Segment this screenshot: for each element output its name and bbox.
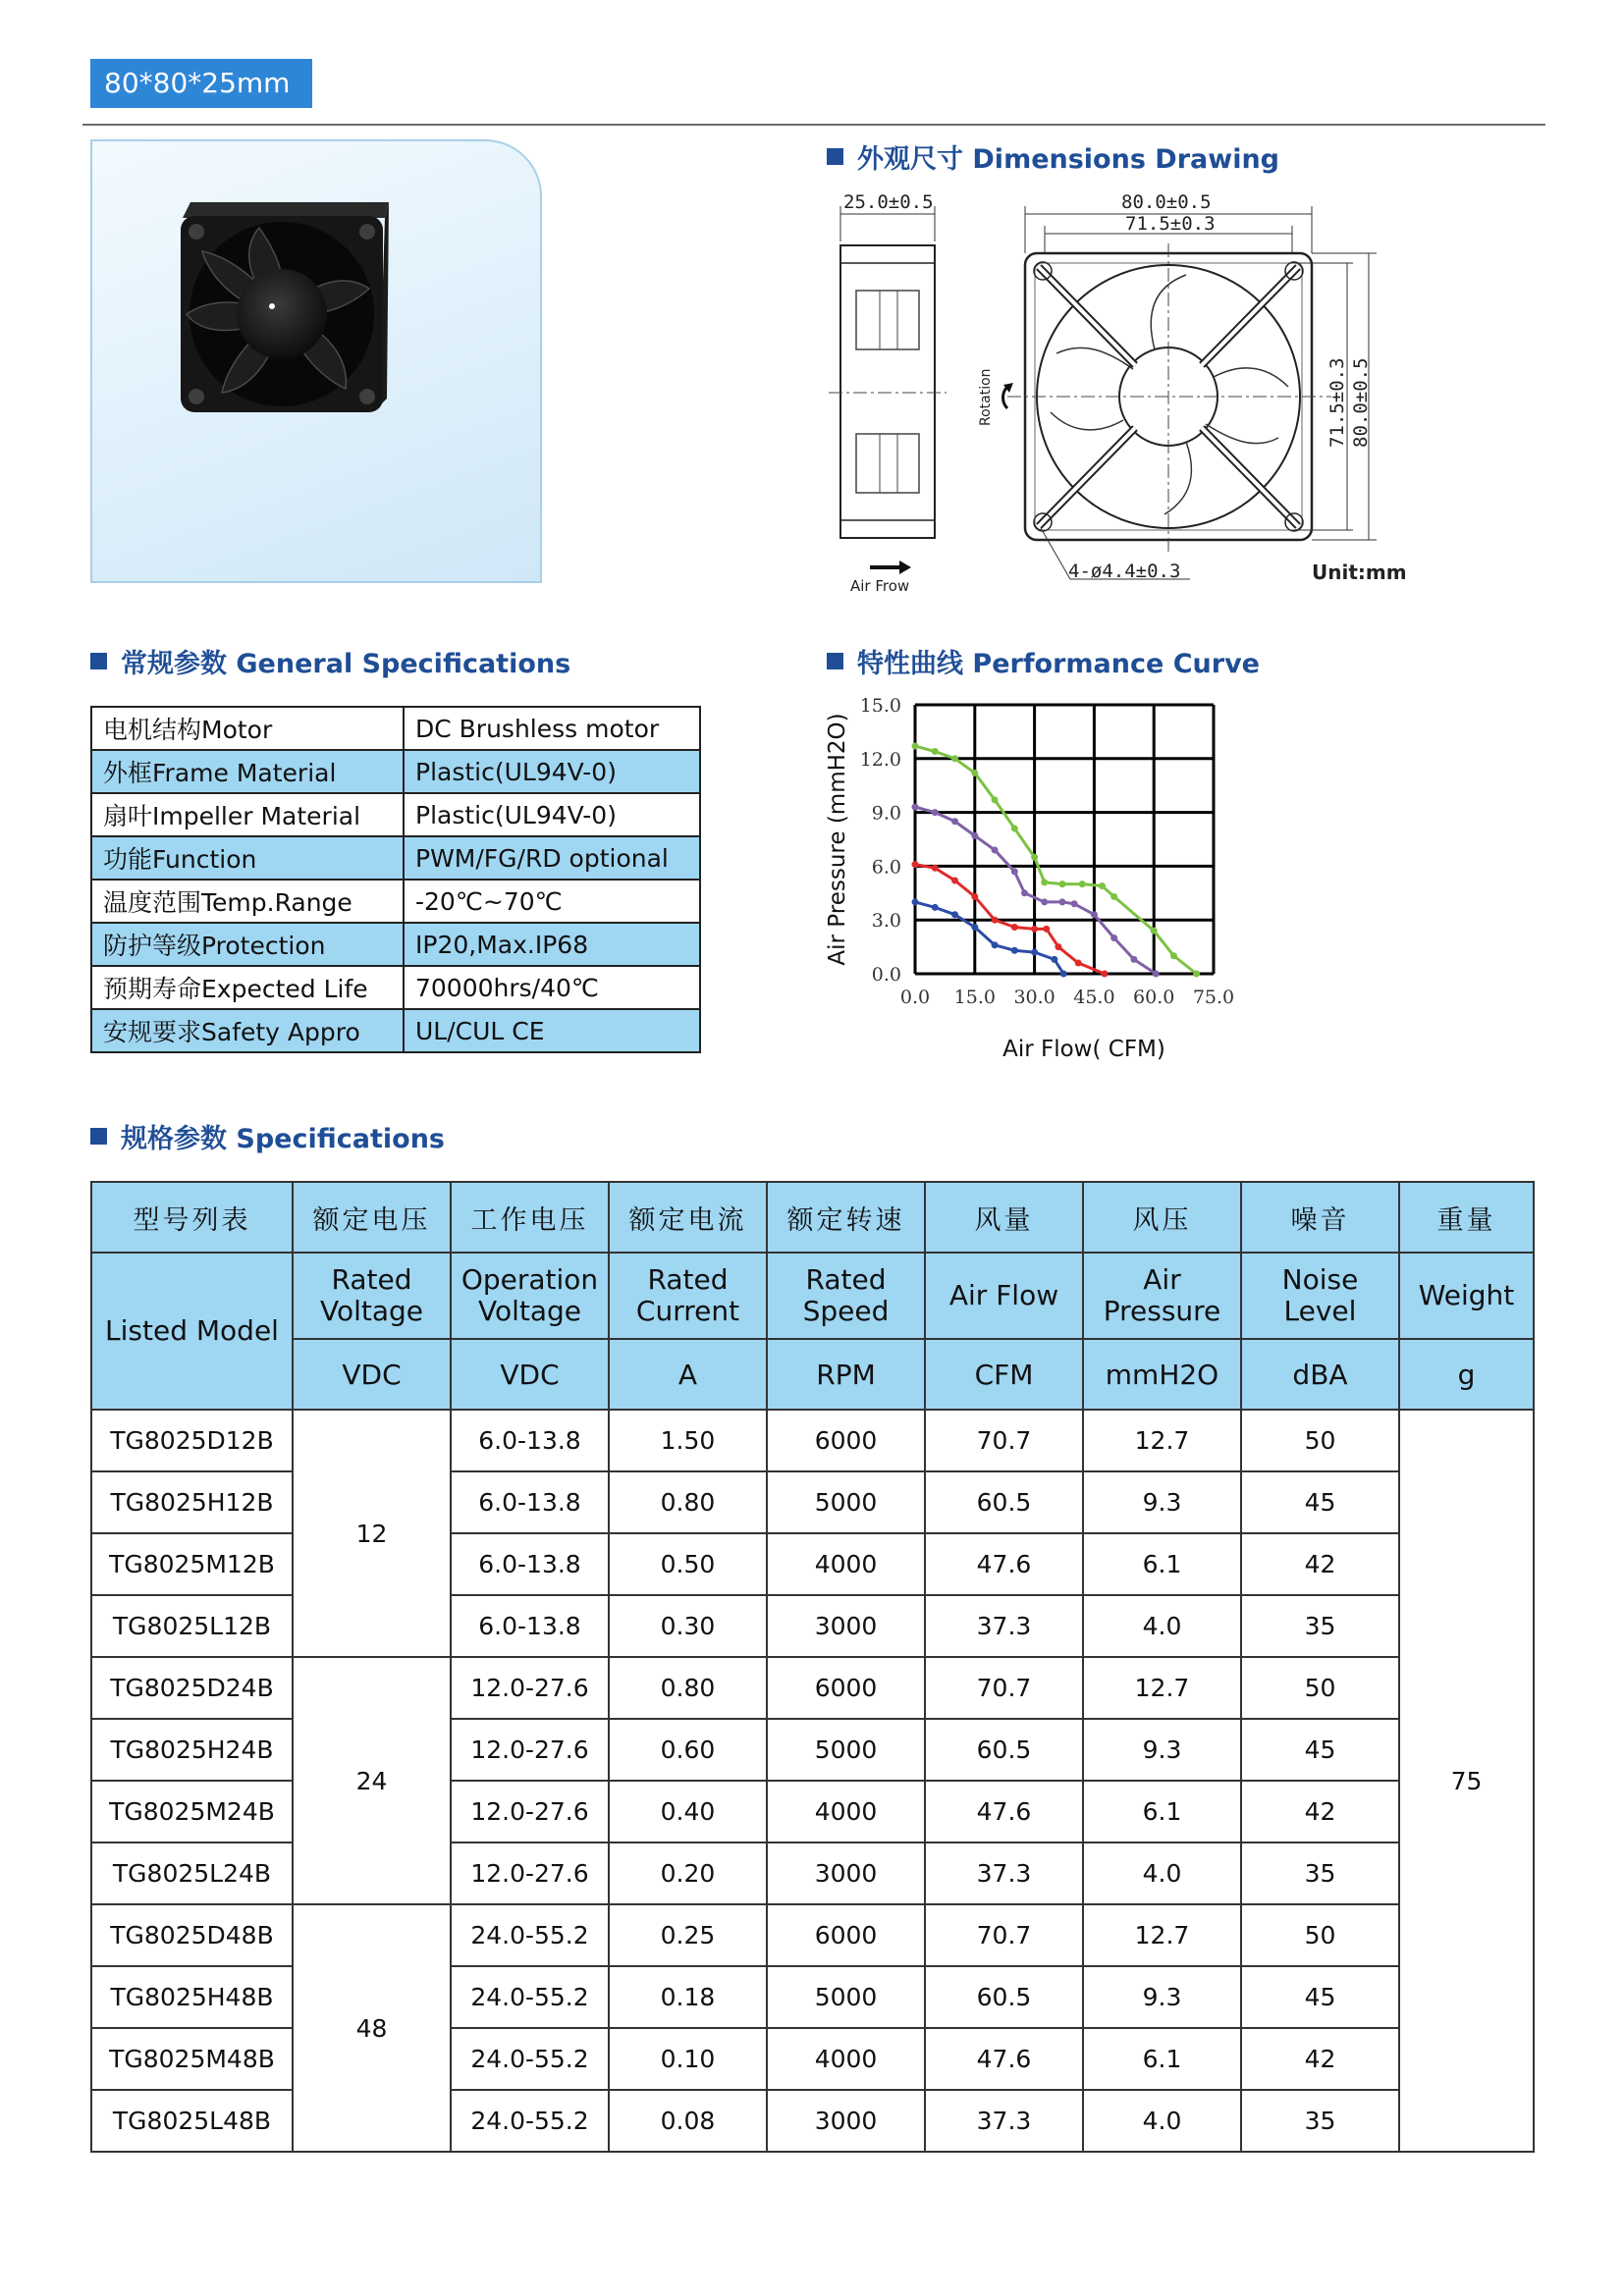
- airflow-cell: 47.6: [925, 1533, 1083, 1595]
- noise-cell: 42: [1241, 1533, 1399, 1595]
- current-cell: 0.50: [609, 1533, 767, 1595]
- general-spec-row: [91, 750, 700, 793]
- series-point: [1011, 868, 1018, 875]
- header-cell-en: Air Pressure: [1083, 1253, 1241, 1339]
- header-cell-cn: 额定电流: [609, 1182, 767, 1253]
- pressure-cell: 4.0: [1083, 1595, 1241, 1657]
- series-point: [992, 941, 999, 948]
- header-cell-cn: 噪音: [1241, 1182, 1399, 1253]
- op-voltage-cell: 6.0-13.8: [451, 1533, 609, 1595]
- general-spec-label: 扇叶Impeller Material: [91, 793, 404, 836]
- performance-title: 特性曲线 Performance Curve: [827, 642, 1260, 680]
- x-tick-label: 60.0: [1133, 987, 1175, 1008]
- pressure-cell: 4.0: [1083, 1842, 1241, 1904]
- series-point: [1011, 924, 1018, 931]
- noise-cell: 42: [1241, 2028, 1399, 2090]
- model-cell: TG8025D24B: [91, 1657, 293, 1719]
- general-spec-value: 70000hrs/40℃: [404, 966, 700, 1009]
- general-spec-value: Plastic(UL94V-0): [404, 793, 700, 836]
- op-voltage-cell: 24.0-55.2: [451, 1966, 609, 2028]
- model-cell: TG8025L24B: [91, 1842, 293, 1904]
- y-tick-label: 15.0: [859, 695, 901, 717]
- header-cell-en: Rated Speed: [767, 1253, 925, 1339]
- header-cell-en: Weight: [1399, 1253, 1534, 1339]
- airflow-cell: 70.7: [925, 1410, 1083, 1471]
- general-spec-row: [91, 836, 700, 880]
- pressure-cell: 12.7: [1083, 1410, 1241, 1471]
- series-point: [971, 893, 978, 900]
- series-point: [971, 832, 978, 839]
- specifications-title: 规格参数 Specifications: [90, 1117, 445, 1155]
- airflow-label: Air Frow: [850, 577, 910, 595]
- pressure-cell: 6.1: [1083, 1781, 1241, 1842]
- header-rule: [82, 124, 1545, 126]
- noise-cell: 50: [1241, 1410, 1399, 1471]
- series-point: [912, 804, 919, 811]
- general-specs-table: [90, 706, 701, 1053]
- series-point: [1011, 826, 1018, 832]
- noise-cell: 35: [1241, 2090, 1399, 2152]
- general-spec-label: 功能Function: [91, 836, 404, 880]
- front-height-inner-label: 71.5±0.3: [1326, 357, 1348, 448]
- series-point: [1110, 893, 1117, 900]
- dimensions-title: 外观尺寸 Dimensions Drawing: [827, 137, 1279, 176]
- header-cell-cn: 风量: [925, 1182, 1083, 1253]
- pressure-cell: 6.1: [1083, 1533, 1241, 1595]
- header-cell-cn: 额定电压: [293, 1182, 451, 1253]
- general-specs-title: 常规参数 General Specifications: [90, 642, 570, 680]
- general-spec-row: [91, 880, 700, 923]
- series-point: [1110, 934, 1117, 941]
- series-point: [932, 748, 939, 755]
- header-cell-unit: CFM: [925, 1339, 1083, 1410]
- performance-chart: [821, 687, 1430, 1139]
- model-cell: TG8025M24B: [91, 1781, 293, 1842]
- header-cell-weight-unit: g: [1399, 1339, 1534, 1410]
- series-point: [932, 809, 939, 816]
- rated-voltage-cell: 48: [293, 1904, 451, 2152]
- general-spec-value: IP20,Max.IP68: [404, 923, 700, 966]
- header-cell-cn: 工作电压: [451, 1182, 609, 1253]
- x-tick-label: 75.0: [1192, 987, 1235, 1008]
- op-voltage-cell: 6.0-13.8: [451, 1595, 609, 1657]
- noise-cell: 42: [1241, 1781, 1399, 1842]
- series-point: [1021, 889, 1028, 896]
- model-cell: TG8025M48B: [91, 2028, 293, 2090]
- header-cell-en: Rated Voltage: [293, 1253, 451, 1339]
- model-cell: TG8025D48B: [91, 1904, 293, 1966]
- airflow-cell: 47.6: [925, 2028, 1083, 2090]
- model-cell: TG8025L48B: [91, 2090, 293, 2152]
- header-row-units: [91, 1339, 1534, 1410]
- series-point: [992, 796, 999, 803]
- x-axis-label: Air Flow( CFM): [1002, 1037, 1165, 1062]
- rated-voltage-cell: 12: [293, 1410, 451, 1657]
- y-tick-label: 3.0: [871, 910, 901, 933]
- airflow-cell: 70.7: [925, 1657, 1083, 1719]
- table-row: [91, 1410, 1534, 1471]
- op-voltage-cell: 24.0-55.2: [451, 1904, 609, 1966]
- series-point: [1031, 949, 1038, 956]
- x-tick-label: 0.0: [899, 987, 931, 1008]
- series-point: [1058, 898, 1065, 905]
- dimensions-drawing: [821, 185, 1430, 605]
- op-voltage-cell: 24.0-55.2: [451, 2028, 609, 2090]
- y-axis-label: Air Pressure (mmH2O): [825, 713, 850, 966]
- front-width-outer-label: 80.0±0.5: [1121, 191, 1212, 213]
- header-cell-unit: RPM: [767, 1339, 925, 1410]
- series-point: [1101, 971, 1108, 978]
- series-point: [1079, 881, 1086, 887]
- series-point: [1011, 947, 1018, 954]
- model-cell: TG8025D12B: [91, 1410, 293, 1471]
- header-cell-unit: dBA: [1241, 1339, 1399, 1410]
- bullet-square-icon: [90, 653, 107, 669]
- series-point: [1055, 943, 1061, 950]
- pressure-cell: 12.7: [1083, 1657, 1241, 1719]
- series-point: [1058, 881, 1065, 887]
- general-spec-row: [91, 707, 700, 750]
- rated-voltage-cell: 24: [293, 1657, 451, 1904]
- series-point: [1075, 960, 1082, 967]
- speed-cell: 6000: [767, 1904, 925, 1966]
- speed-cell: 3000: [767, 2090, 925, 2152]
- pressure-cell: 4.0: [1083, 2090, 1241, 2152]
- airflow-cell: 60.5: [925, 1471, 1083, 1533]
- general-spec-row: [91, 923, 700, 966]
- series-point: [1031, 926, 1038, 933]
- header-row-english: [91, 1253, 1534, 1339]
- header-row-chinese: [91, 1182, 1534, 1253]
- header-cell-en: Rated Current: [609, 1253, 767, 1339]
- pressure-cell: 9.3: [1083, 1471, 1241, 1533]
- op-voltage-cell: 6.0-13.8: [451, 1471, 609, 1533]
- noise-cell: 35: [1241, 1595, 1399, 1657]
- general-spec-label: 外框Frame Material: [91, 750, 404, 793]
- model-cell: TG8025L12B: [91, 1595, 293, 1657]
- noise-cell: 50: [1241, 1657, 1399, 1719]
- size-badge: 80*80*25mm: [90, 59, 312, 108]
- current-cell: 0.30: [609, 1595, 767, 1657]
- series-point: [971, 924, 978, 931]
- airflow-cell: 47.6: [925, 1781, 1083, 1842]
- front-height-outer-label: 80.0±0.5: [1350, 357, 1372, 448]
- speed-cell: 5000: [767, 1719, 925, 1781]
- speed-cell: 3000: [767, 1842, 925, 1904]
- table-row: [91, 1904, 1534, 1966]
- series-point: [1153, 971, 1160, 978]
- y-tick-label: 12.0: [859, 748, 901, 771]
- pressure-cell: 6.1: [1083, 2028, 1241, 2090]
- model-cell: TG8025M12B: [91, 1533, 293, 1595]
- pressure-cell: 12.7: [1083, 1904, 1241, 1966]
- series-point: [1051, 956, 1057, 963]
- y-tick-label: 6.0: [871, 856, 901, 879]
- airflow-cell: 37.3: [925, 2090, 1083, 2152]
- x-tick-label: 30.0: [1013, 987, 1056, 1008]
- speed-cell: 5000: [767, 1471, 925, 1533]
- general-spec-value: -20℃~70℃: [404, 880, 700, 923]
- header-cell-en: Operation Voltage: [451, 1253, 609, 1339]
- noise-cell: 45: [1241, 1719, 1399, 1781]
- x-tick-label: 45.0: [1073, 987, 1115, 1008]
- noise-cell: 45: [1241, 1966, 1399, 2028]
- header-cell-unit: VDC: [451, 1339, 609, 1410]
- series-point: [932, 904, 939, 911]
- header-cell-cn: 型号列表: [91, 1182, 293, 1253]
- general-spec-label: 防护等级Protection: [91, 923, 404, 966]
- series-point: [992, 846, 999, 853]
- model-cell: TG8025H12B: [91, 1471, 293, 1533]
- series-point: [951, 911, 958, 918]
- series-point: [912, 743, 919, 750]
- fan-photo: [92, 141, 540, 581]
- airflow-cell: 37.3: [925, 1595, 1083, 1657]
- speed-cell: 4000: [767, 2028, 925, 2090]
- series-point: [1130, 956, 1137, 963]
- general-spec-label: 电机结构Motor: [91, 707, 404, 750]
- bullet-square-icon: [827, 653, 843, 669]
- speed-cell: 4000: [767, 1781, 925, 1842]
- op-voltage-cell: 12.0-27.6: [451, 1657, 609, 1719]
- y-tick-label: 9.0: [871, 802, 901, 825]
- general-spec-value: UL/CUL CE: [404, 1009, 700, 1052]
- series-point: [971, 770, 978, 776]
- header-cell-en: Noise Level: [1241, 1253, 1399, 1339]
- hole-label: 4-ø4.4±0.3: [1068, 561, 1181, 582]
- current-cell: 0.40: [609, 1781, 767, 1842]
- current-cell: 0.08: [609, 2090, 767, 2152]
- op-voltage-cell: 24.0-55.2: [451, 2090, 609, 2152]
- general-spec-row: [91, 966, 700, 1009]
- current-cell: 0.20: [609, 1842, 767, 1904]
- general-spec-label: 温度范围Temp.Range: [91, 880, 404, 923]
- product-photo-panel: [90, 139, 542, 583]
- general-spec-row: [91, 1009, 700, 1052]
- specifications-table: [90, 1181, 1535, 2153]
- airflow-cell: 60.5: [925, 1719, 1083, 1781]
- rotation-label: Rotation: [978, 368, 994, 426]
- current-cell: 0.80: [609, 1657, 767, 1719]
- header-cell-unit: A: [609, 1339, 767, 1410]
- general-spec-value: Plastic(UL94V-0): [404, 750, 700, 793]
- header-cell-en: Air Flow: [925, 1253, 1083, 1339]
- current-cell: 0.80: [609, 1471, 767, 1533]
- general-spec-row: [91, 793, 700, 836]
- op-voltage-cell: 12.0-27.6: [451, 1842, 609, 1904]
- header-cell-unit: VDC: [293, 1339, 451, 1410]
- side-width-label: 25.0±0.5: [843, 191, 934, 213]
- weight-cell: 75: [1399, 1410, 1534, 2152]
- series-point: [1071, 900, 1078, 907]
- airflow-cell: 37.3: [925, 1842, 1083, 1904]
- model-cell: TG8025H48B: [91, 1966, 293, 2028]
- general-spec-label: 预期寿命Expected Life: [91, 966, 404, 1009]
- speed-cell: 3000: [767, 1595, 925, 1657]
- pressure-cell: 9.3: [1083, 1966, 1241, 2028]
- speed-cell: 6000: [767, 1657, 925, 1719]
- general-spec-label: 安规要求Safety Appro: [91, 1009, 404, 1052]
- op-voltage-cell: 12.0-27.6: [451, 1781, 609, 1842]
- series-point: [932, 865, 939, 872]
- current-cell: 0.18: [609, 1966, 767, 2028]
- pressure-cell: 9.3: [1083, 1719, 1241, 1781]
- series-point: [1099, 882, 1106, 889]
- series-point: [951, 818, 958, 825]
- speed-cell: 5000: [767, 1966, 925, 2028]
- series-point: [1151, 928, 1158, 934]
- noise-cell: 45: [1241, 1471, 1399, 1533]
- series-point: [1091, 911, 1098, 918]
- noise-cell: 50: [1241, 1904, 1399, 1966]
- y-tick-label: 0.0: [871, 964, 901, 986]
- model-cell: TG8025H24B: [91, 1719, 293, 1781]
- current-cell: 0.60: [609, 1719, 767, 1781]
- series-point: [1193, 971, 1200, 978]
- series-point: [951, 755, 958, 762]
- header-cell-cn: 风压: [1083, 1182, 1241, 1253]
- current-cell: 1.50: [609, 1410, 767, 1471]
- bullet-square-icon: [90, 1128, 107, 1145]
- series-point: [912, 861, 919, 868]
- bullet-square-icon: [827, 148, 843, 165]
- x-tick-label: 15.0: [953, 987, 996, 1008]
- header-cell-unit: mmH2O: [1083, 1339, 1241, 1410]
- airflow-cell: 70.7: [925, 1904, 1083, 1966]
- unit-label: Unit:mm: [1312, 561, 1407, 584]
- series-point: [951, 878, 958, 884]
- series-point: [1041, 879, 1048, 885]
- noise-cell: 35: [1241, 1842, 1399, 1904]
- speed-cell: 6000: [767, 1410, 925, 1471]
- speed-cell: 4000: [767, 1533, 925, 1595]
- general-spec-value: PWM/FG/RD optional: [404, 836, 700, 880]
- op-voltage-cell: 12.0-27.6: [451, 1719, 609, 1781]
- table-row: [91, 1657, 1534, 1719]
- series-point: [912, 898, 919, 905]
- series-point: [1031, 854, 1038, 861]
- current-cell: 0.25: [609, 1904, 767, 1966]
- airflow-cell: 60.5: [925, 1966, 1083, 2028]
- op-voltage-cell: 6.0-13.8: [451, 1410, 609, 1471]
- general-spec-value: DC Brushless motor: [404, 707, 700, 750]
- header-cell-cn: 额定转速: [767, 1182, 925, 1253]
- header-cell-model: Listed Model: [91, 1253, 293, 1410]
- series-point: [1170, 952, 1177, 959]
- series-point: [992, 917, 999, 924]
- series-point: [1060, 971, 1067, 978]
- header-cell-cn: 重量: [1399, 1182, 1534, 1253]
- current-cell: 0.10: [609, 2028, 767, 2090]
- series-point: [1041, 898, 1048, 905]
- front-width-inner-label: 71.5±0.3: [1125, 213, 1216, 235]
- series-point: [1043, 926, 1050, 933]
